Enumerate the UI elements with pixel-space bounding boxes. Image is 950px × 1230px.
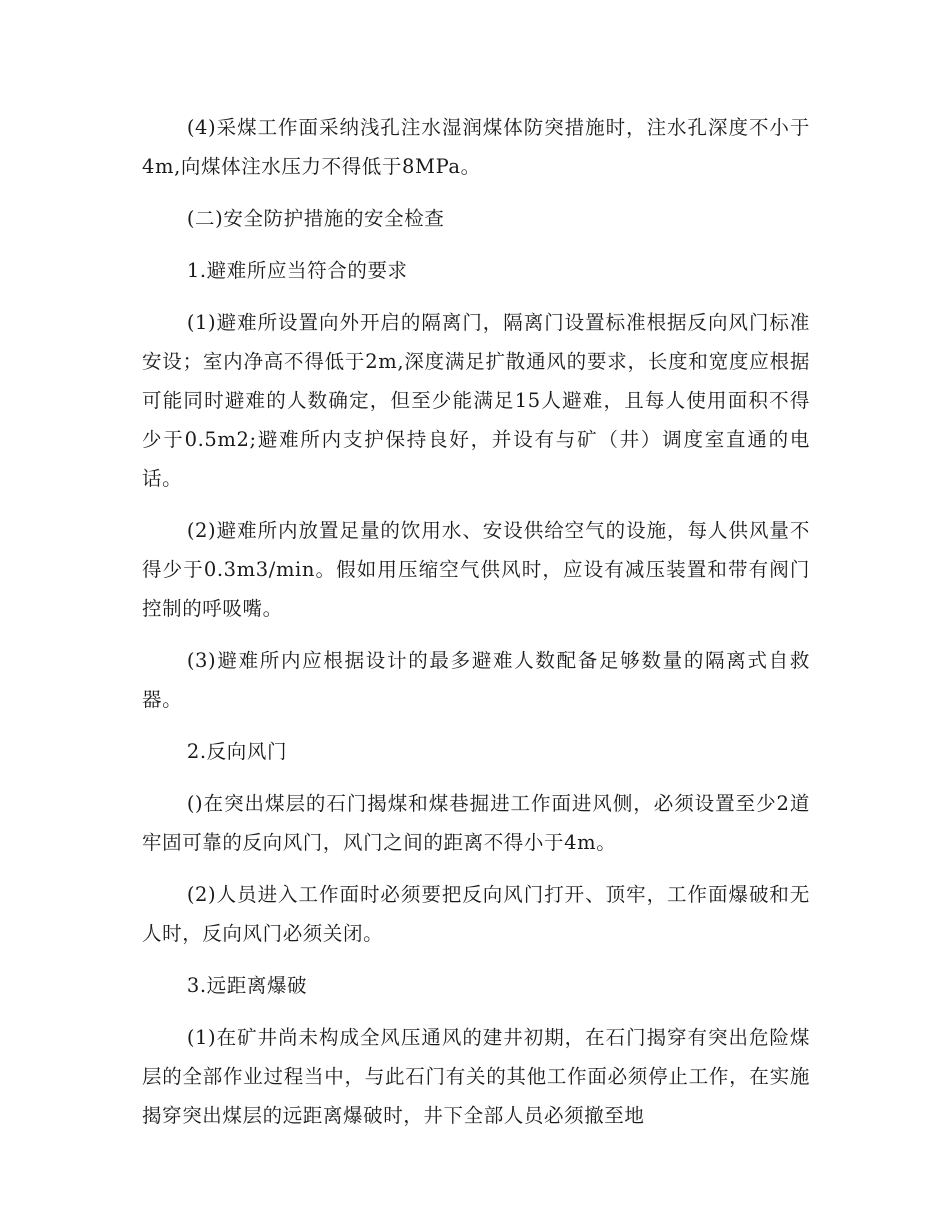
document-body (142, 108, 810, 1148)
para-refuge-door: (1)避难所设置向外开启的隔离门，隔离门设置标准根据反向风门标准安设；室内净高不得低于2m,深度满足扩散通风的要求，长度和宽度应根据可能同时避难的人数确定，但至少能满足15人避难，且每人使用面积不得少于0.5m2;避难所内支护保持良好，并设有与矿（井）调度室直通的电话。 (142, 311, 810, 490)
heading-reverse-door: 2.反向风门 (186, 740, 288, 763)
heading-refuge-requirements: 1.避难所应当符合的要求 (186, 259, 408, 282)
para-reverse-door-operation: (2)人员进入工作面时必须要把反向风门打开、顶牢，工作面爆破和无人时，反向风门必须关闭。 (142, 883, 810, 945)
para-remote-blasting: (1)在矿井尚未构成全风压通风的建井初期，在石门揭穿有突出危险煤层的全部作业过程当中，与此石门有关的其他工作面必须停止工作，在实施揭穿突出煤层的远距离爆破时，井下全部人员必须撤至地 (142, 1026, 810, 1127)
para-refuge-rescuer: (3)避难所内应根据设计的最多避难人数配备足够数量的隔离式自救器。 (142, 649, 810, 711)
para-reverse-door-setup: ()在突出煤层的石门揭煤和煤巷掘进工作面进风侧，必须设置至少2道牢固可靠的反向风门，风门之间的距离不得小于4m。 (142, 792, 810, 854)
heading-safety-protection: (二)安全防护措施的安全检查 (186, 207, 445, 230)
para-refuge-air: (2)避难所内放置足量的饮用水、安设供给空气的设施，每人供风量不得少于0.3m3/min。假如用压缩空气供风时，应设有减压装置和带有阀门控制的呼吸嘴。 (142, 519, 810, 620)
para-water-injection: (4)采煤工作面采纳浅孔注水湿润煤体防突措施时，注水孔深度不小于4m,向煤体注水压力不得低于8MPa。 (142, 116, 810, 178)
heading-remote-blasting: 3.远距离爆破 (186, 974, 308, 997)
